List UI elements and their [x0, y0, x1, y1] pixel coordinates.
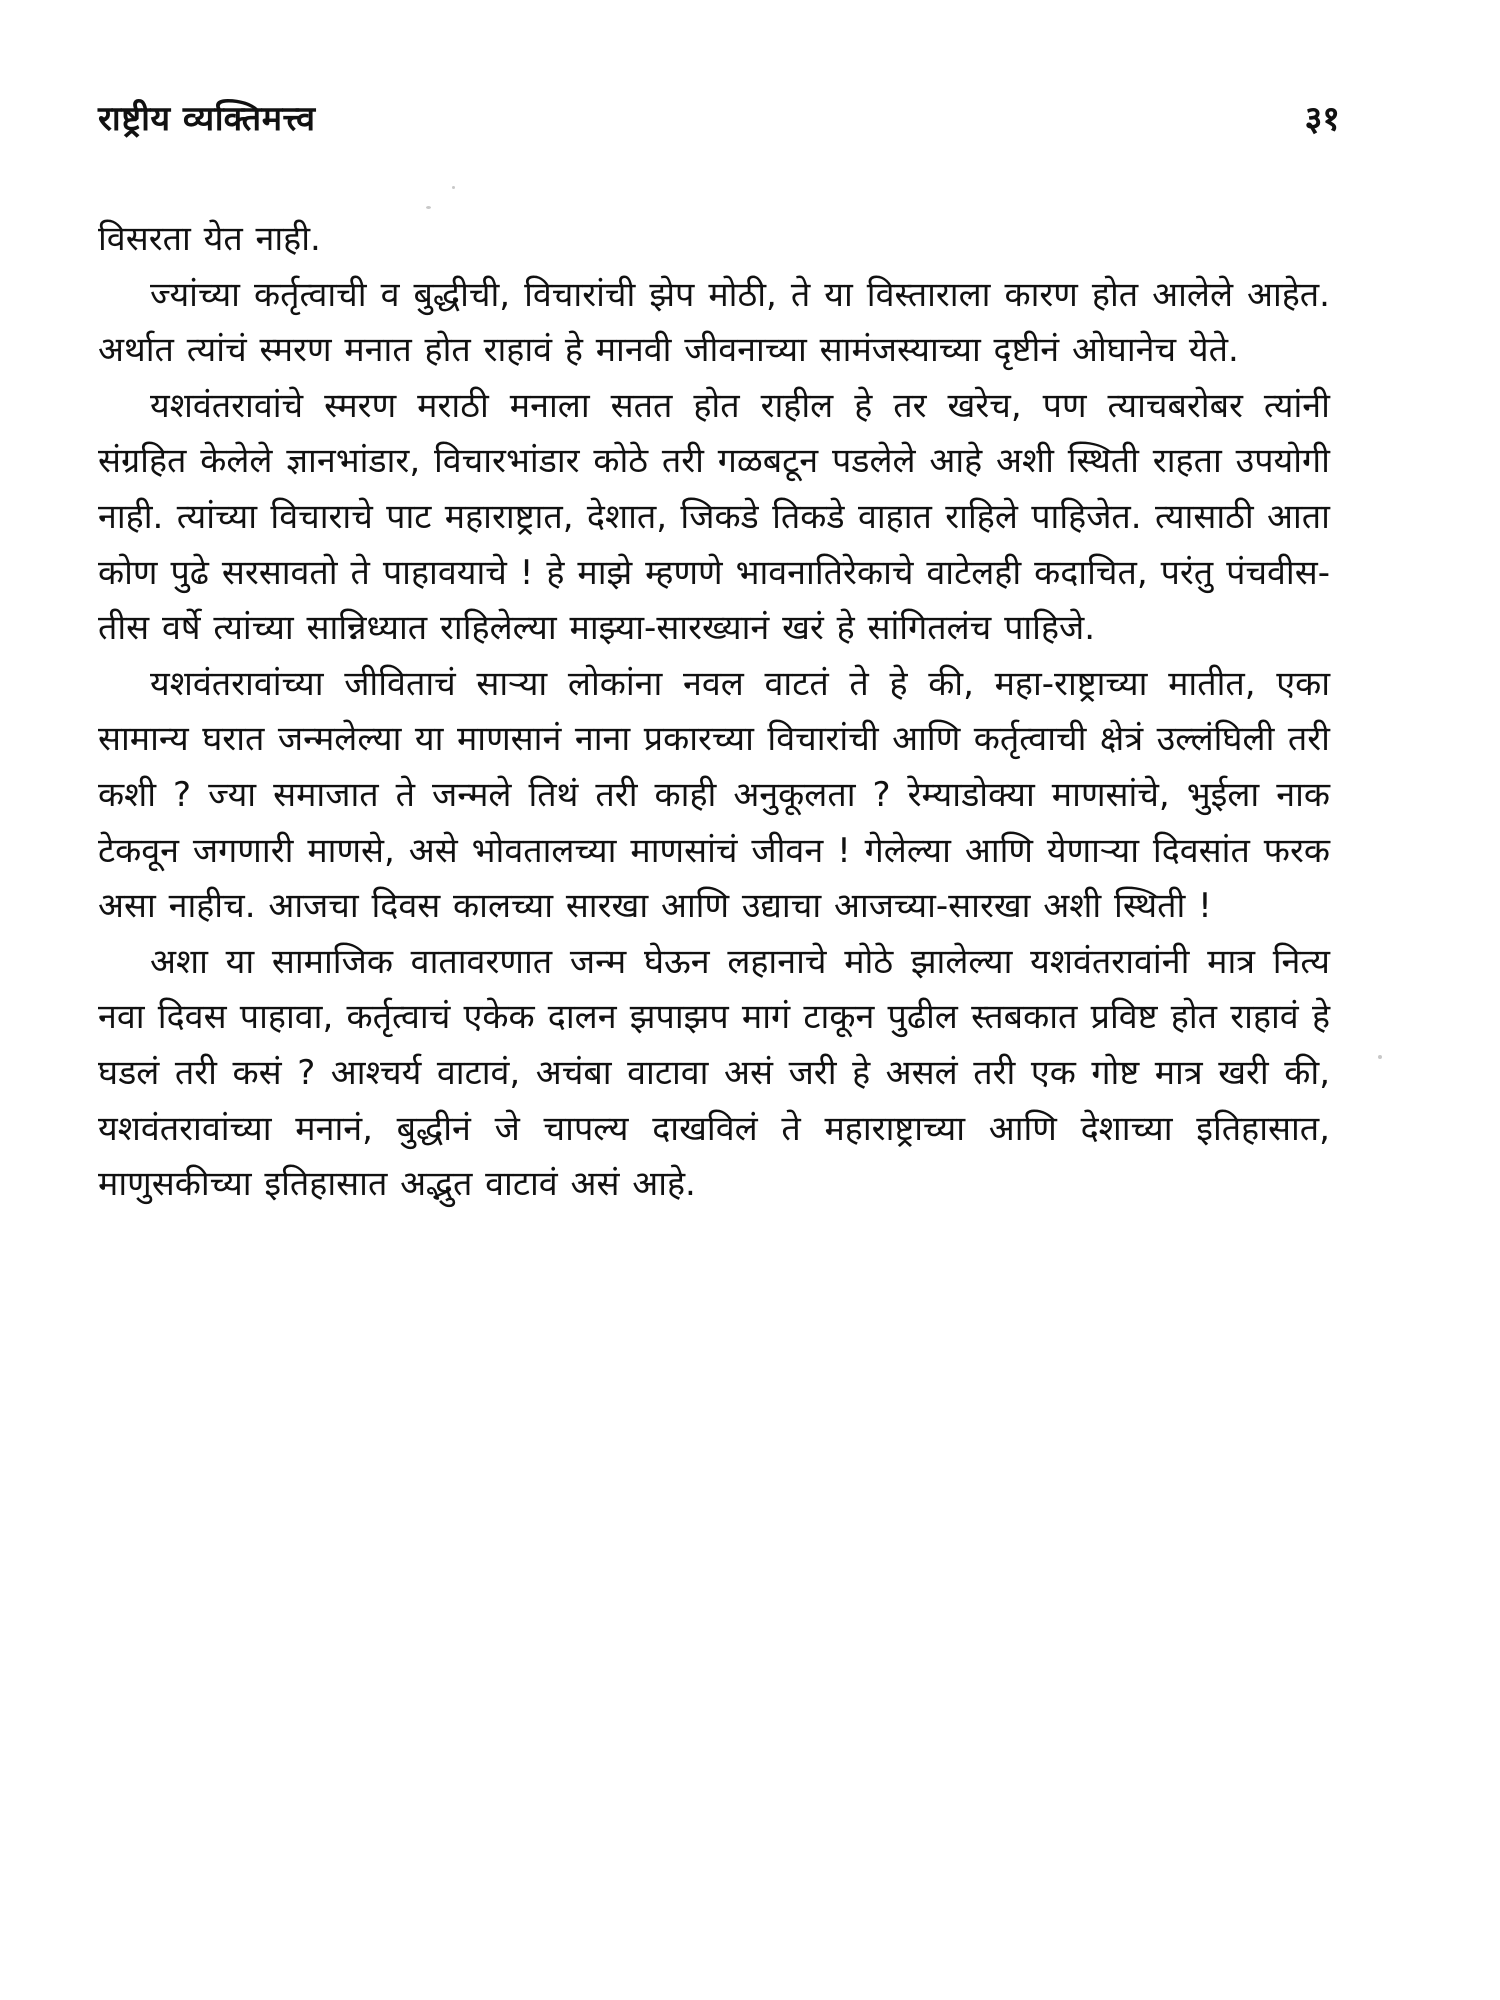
paragraph: ज्यांच्या कर्तृत्वाची व बुद्धीची, विचारांची झेप मोठी, ते या विस्ताराला कारण होत आलेले आहेत. अर्थात त्यांचं स्मरण मनात होत राहावं हे मानवी जीवनाच्या सामंजस्याच्या दृष्टीनं ओघानेच येते.	[98, 274, 1330, 371]
page-number: ३१	[1304, 99, 1340, 139]
paper-speck	[426, 206, 431, 209]
paper-speck	[1378, 1055, 1382, 1059]
paragraph: यशवंतरावांचे स्मरण मराठी मनाला सतत होत राहील हे तर खरेच, पण त्याचबरोबर त्यांनी संग्रहित केलेले ज्ञानभांडार, विचारभांडार कोठे तरी गळबटून पडलेले आहे अशी स्थिती राहता उपयोगी नाही. त्यांच्या विचाराचे पाट महाराष्ट्रात, देशात, जिकडे तिकडे वाहात राहिले पाहिजेत. त्यासाठी आता कोण पुढे सरसावतो ते पाहावयाचे ! हे माझे म्हणणे भावनातिरेकाचे वाटेलही कदाचित, परंतु पंचवीस-तीस वर्षे त्यांच्या सान्निध्यात राहिलेल्या माझ्या-सारख्यानं खरं हे सांगितलंच पाहिजे.	[98, 385, 1330, 649]
page-header	[98, 92, 1340, 142]
paragraph: अशा या सामाजिक वातावरणात जन्म घेऊन लहानाचे मोठे झालेल्या यशवंतरावांनी मात्र नित्य नवा दिवस पाहावा, कर्तृत्वाचं एकेक दालन झपाझप मागं टाकून पुढील स्तबकात प्रविष्ट होत राहावं हे घडलं तरी कसं ? आश्चर्य वाटावं, अचंबा वाटावा असं जरी हे असलं तरी एक गोष्ट मात्र खरी की, यशवंतरावांच्या मनानं, बुद्धीनं जे चापल्य दाखविलं ते महाराष्ट्राच्या आणि देशाच्या इतिहासात, माणुसकीच्या इतिहासात अद्भुत वाटावं असं आहे.	[98, 941, 1330, 1205]
paragraph: यशवंतरावांच्या जीविताचं साऱ्या लोकांना नवल वाटतं ते हे की, महा-राष्ट्राच्या मातीत, एका सामान्य घरात जन्मलेल्या या माणसानं नाना प्रकारच्या विचारांची आणि कर्तृत्वाची क्षेत्रं उल्लंघिली तरी कशी ? ज्या समाजात ते जन्मले तिथं तरी काही अनुकूलता ? रेम्याडोक्या माणसांचे, भुईला नाक टेकवून जगणारी माणसे, असे भोवतालच्या माणसांचं जीवन ! गेलेल्या आणि येणाऱ्या दिवसांत फरक असा नाहीच. आजचा दिवस कालच्या सारखा आणि उद्याचा आजच्या-सारखा अशी स्थिती !	[98, 663, 1330, 927]
paragraph-continuation: विसरता येत नाही.	[98, 219, 321, 259]
body-text	[98, 212, 1330, 1213]
running-title: राष्ट्रीय व्यक्तिमत्त्व	[98, 99, 316, 139]
paper-speck	[452, 186, 455, 189]
